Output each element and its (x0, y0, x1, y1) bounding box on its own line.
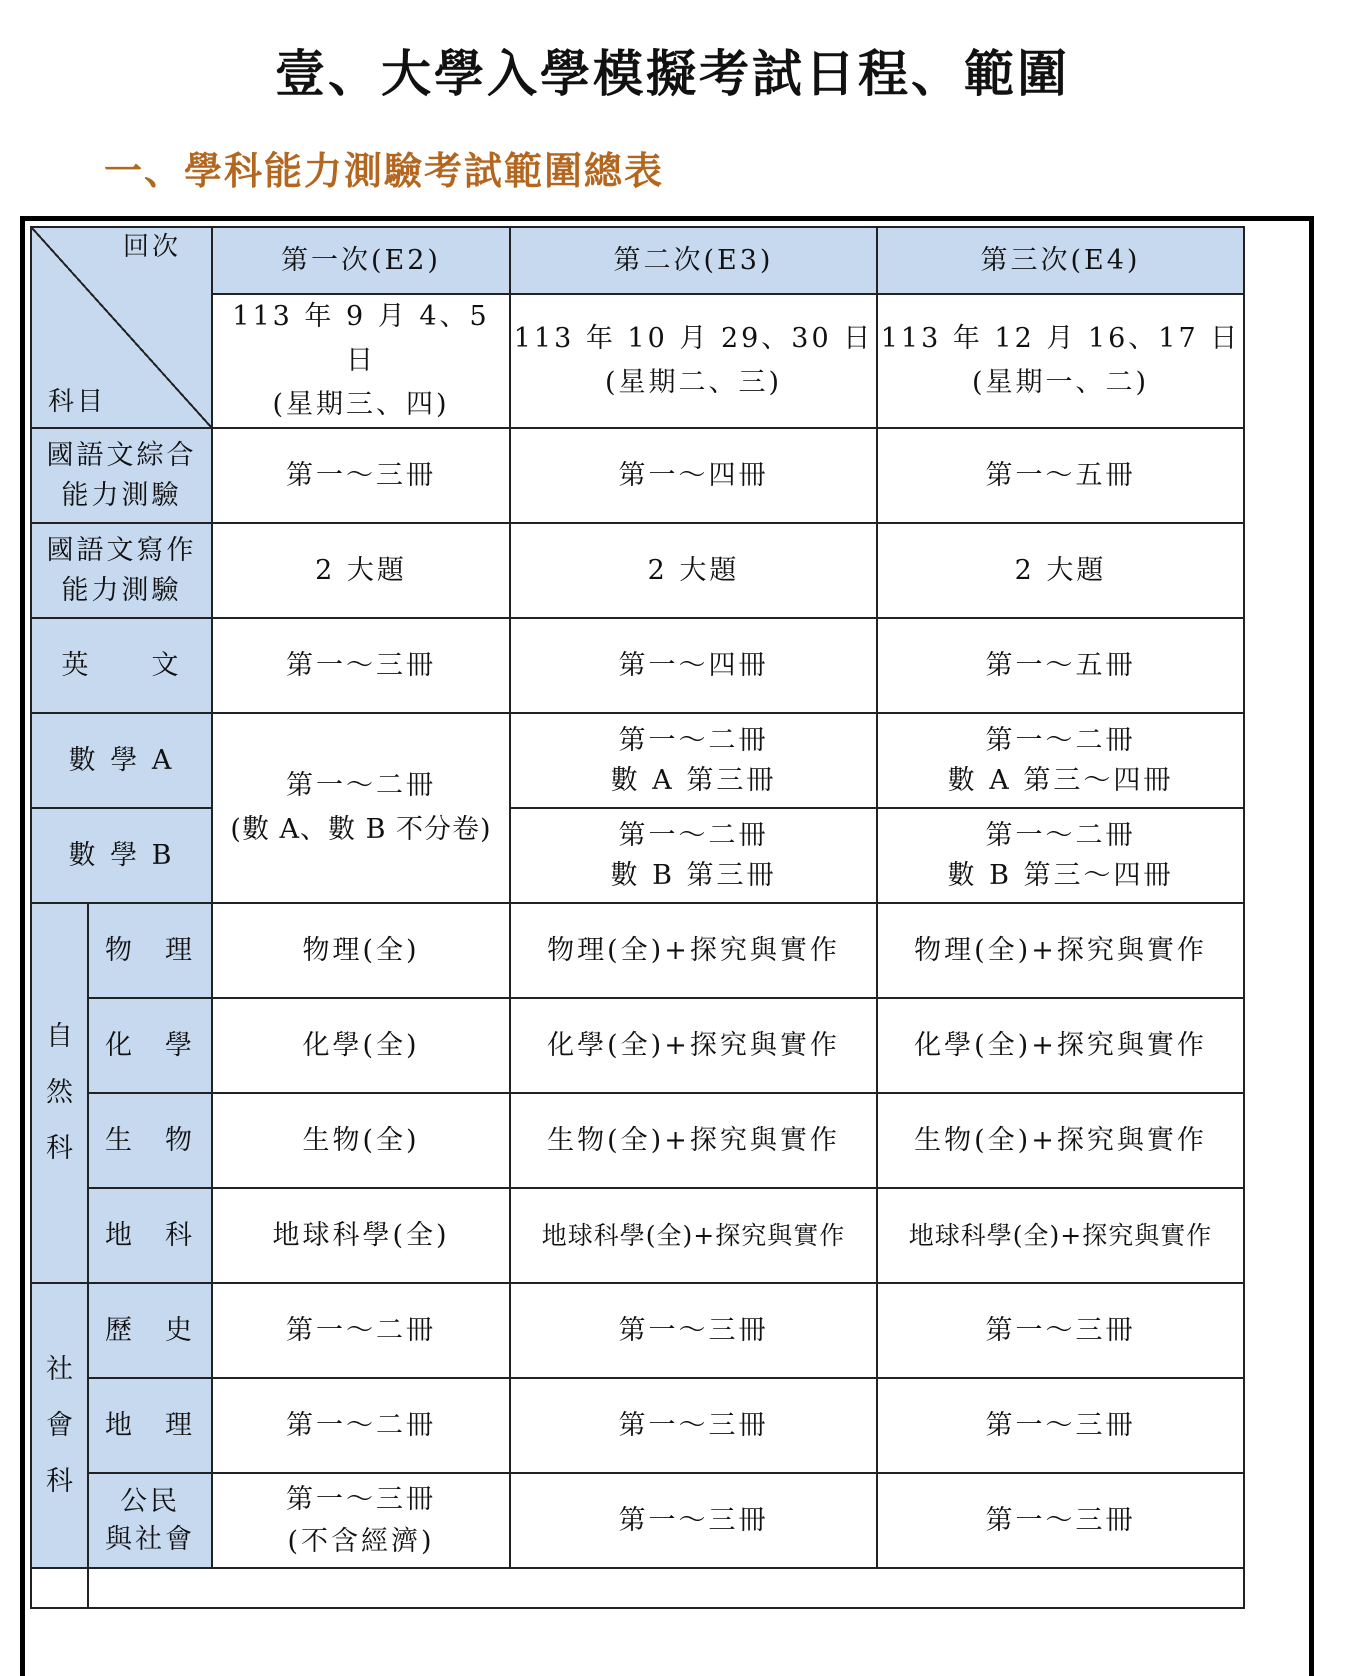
table-row (31, 1093, 1244, 1188)
scope-cell: 第一～二冊 (212, 1283, 510, 1378)
empty-cell (88, 1568, 1244, 1608)
scope-cell: 化學(全)+探究與實作 (510, 998, 877, 1093)
subject-label: 與社會 (105, 1523, 195, 1555)
corner-subject-label: 科目 (48, 387, 107, 417)
date-cell-e3 (510, 294, 877, 428)
scope-cell (510, 713, 877, 808)
social-group-label (31, 1283, 88, 1568)
scope-cell-math-shared (212, 713, 510, 903)
subject-english: 英 文 (31, 618, 212, 713)
table-row (31, 227, 1244, 294)
scope-cell: 第一～二冊 (212, 1378, 510, 1473)
empty-cell (31, 1568, 88, 1608)
scope-line: 數 A 第三～四冊 (947, 764, 1174, 796)
subject-chinese (31, 428, 212, 523)
scope-cell: 生物(全) (212, 1093, 510, 1188)
group-char: 會 (46, 1409, 73, 1441)
scope-cell: 2 大題 (877, 523, 1244, 618)
scope-line: 第一～二冊 (618, 819, 769, 851)
round-header-e4: 第三次(E4) (877, 227, 1244, 294)
scope-cell: 化學(全) (212, 998, 510, 1093)
scope-line: (不含經濟) (287, 1525, 435, 1557)
subject-math-b: 數 學 B (31, 808, 212, 903)
exam-scope-table (30, 226, 1245, 1609)
scope-cell: 地球科學(全)+探究與實作 (510, 1188, 877, 1283)
scope-cell: 地球科學(全) (212, 1188, 510, 1283)
subject-physics: 物 理 (88, 903, 212, 998)
scope-cell: 生物(全)+探究與實作 (877, 1093, 1244, 1188)
scope-line: 數 A 第三冊 (610, 764, 777, 796)
scope-cell: 地球科學(全)+探究與實作 (877, 1188, 1244, 1283)
date-cell-e2 (212, 294, 510, 428)
exam-date: 113 年 12 月 16、17 日 (880, 323, 1241, 354)
subject-math-a: 數 學 A (31, 713, 212, 808)
scope-cell (212, 1473, 510, 1568)
group-char: 自 (46, 1021, 73, 1052)
scope-cell: 生物(全)+探究與實作 (510, 1093, 877, 1188)
scope-cell: 化學(全)+探究與實作 (877, 998, 1244, 1093)
scope-cell: 2 大題 (212, 523, 510, 618)
subject-geography: 地 理 (88, 1378, 212, 1473)
scope-cell: 第一～三冊 (212, 428, 510, 523)
subject-biology: 生 物 (88, 1093, 212, 1188)
scope-cell: 2 大題 (510, 523, 877, 618)
exam-weekday: (星期一、二) (971, 367, 1150, 398)
table-row (31, 903, 1244, 998)
corner-round-label: 回次 (122, 232, 181, 262)
table-row (31, 1568, 1244, 1608)
scope-line: 數 B 第三～四冊 (947, 859, 1174, 891)
scope-line: 第一～二冊 (985, 819, 1136, 851)
scope-cell: 第一～五冊 (877, 428, 1244, 523)
date-cell-e4 (877, 294, 1244, 428)
scope-line: 數 B 第三冊 (610, 859, 777, 891)
scope-cell (877, 713, 1244, 808)
group-char: 社 (46, 1353, 73, 1385)
scope-cell: 物理(全)+探究與實作 (510, 903, 877, 998)
exam-date: 113 年 9 月 4、5 日 (232, 301, 490, 376)
exam-weekday: (星期三、四) (272, 389, 450, 420)
scope-cell: 物理(全)+探究與實作 (877, 903, 1244, 998)
scope-line: 第一～三冊 (286, 1483, 436, 1515)
scope-line: 第一～二冊 (286, 770, 436, 801)
scope-cell: 第一～四冊 (510, 428, 877, 523)
subject-label: 國語文綜合 (46, 439, 197, 471)
scope-cell (510, 808, 877, 903)
scope-cell: 第一～三冊 (510, 1473, 877, 1568)
subject-label: 國語文寫作 (46, 534, 197, 566)
subject-history: 歷 史 (88, 1283, 212, 1378)
corner-header-cell (31, 227, 212, 428)
section-subtitle: 一、學科能力測驗考試範圍總表 (104, 149, 665, 193)
scope-line: (數 A、數 B 不分卷) (230, 814, 492, 845)
scope-line: 第一～二冊 (618, 724, 769, 756)
table-row (31, 294, 1244, 428)
scope-cell: 第一～三冊 (877, 1283, 1244, 1378)
subject-civics (88, 1473, 212, 1568)
scope-line: 第一～二冊 (985, 724, 1136, 756)
scope-cell: 第一～三冊 (212, 618, 510, 713)
group-char: 然 (46, 1077, 73, 1108)
scope-cell (877, 808, 1244, 903)
table-row (31, 998, 1244, 1093)
subject-label: 能力測驗 (61, 574, 182, 606)
subject-chemistry: 化 學 (88, 998, 212, 1093)
scope-cell: 第一～三冊 (877, 1378, 1244, 1473)
exam-weekday: (星期二、三) (604, 367, 783, 398)
exam-date: 113 年 10 月 29、30 日 (513, 323, 874, 354)
subject-label: 能力測驗 (61, 479, 182, 511)
group-char: 科 (46, 1465, 73, 1497)
table-row (31, 618, 1244, 713)
scope-cell: 第一～三冊 (877, 1473, 1244, 1568)
table-row (31, 1283, 1244, 1378)
scope-cell: 第一～五冊 (877, 618, 1244, 713)
scope-cell: 第一～三冊 (510, 1283, 877, 1378)
table-row (31, 1378, 1244, 1473)
subject-writing (31, 523, 212, 618)
round-header-e2: 第一次(E2) (212, 227, 510, 294)
scope-cell: 第一～四冊 (510, 618, 877, 713)
table-row (31, 713, 1244, 808)
scope-cell: 第一～三冊 (510, 1378, 877, 1473)
table-row (31, 1188, 1244, 1283)
subject-earth-science: 地 科 (88, 1188, 212, 1283)
page-title: 壹、大學入學模擬考試日程、範圍 (275, 45, 1070, 103)
science-group-label (31, 903, 88, 1283)
table-row (31, 1473, 1244, 1568)
group-char: 科 (46, 1133, 73, 1164)
scope-cell: 物理(全) (212, 903, 510, 998)
round-header-e3: 第二次(E3) (510, 227, 877, 294)
table-row (31, 428, 1244, 523)
table-row (31, 523, 1244, 618)
subject-label: 公民 (120, 1485, 180, 1517)
